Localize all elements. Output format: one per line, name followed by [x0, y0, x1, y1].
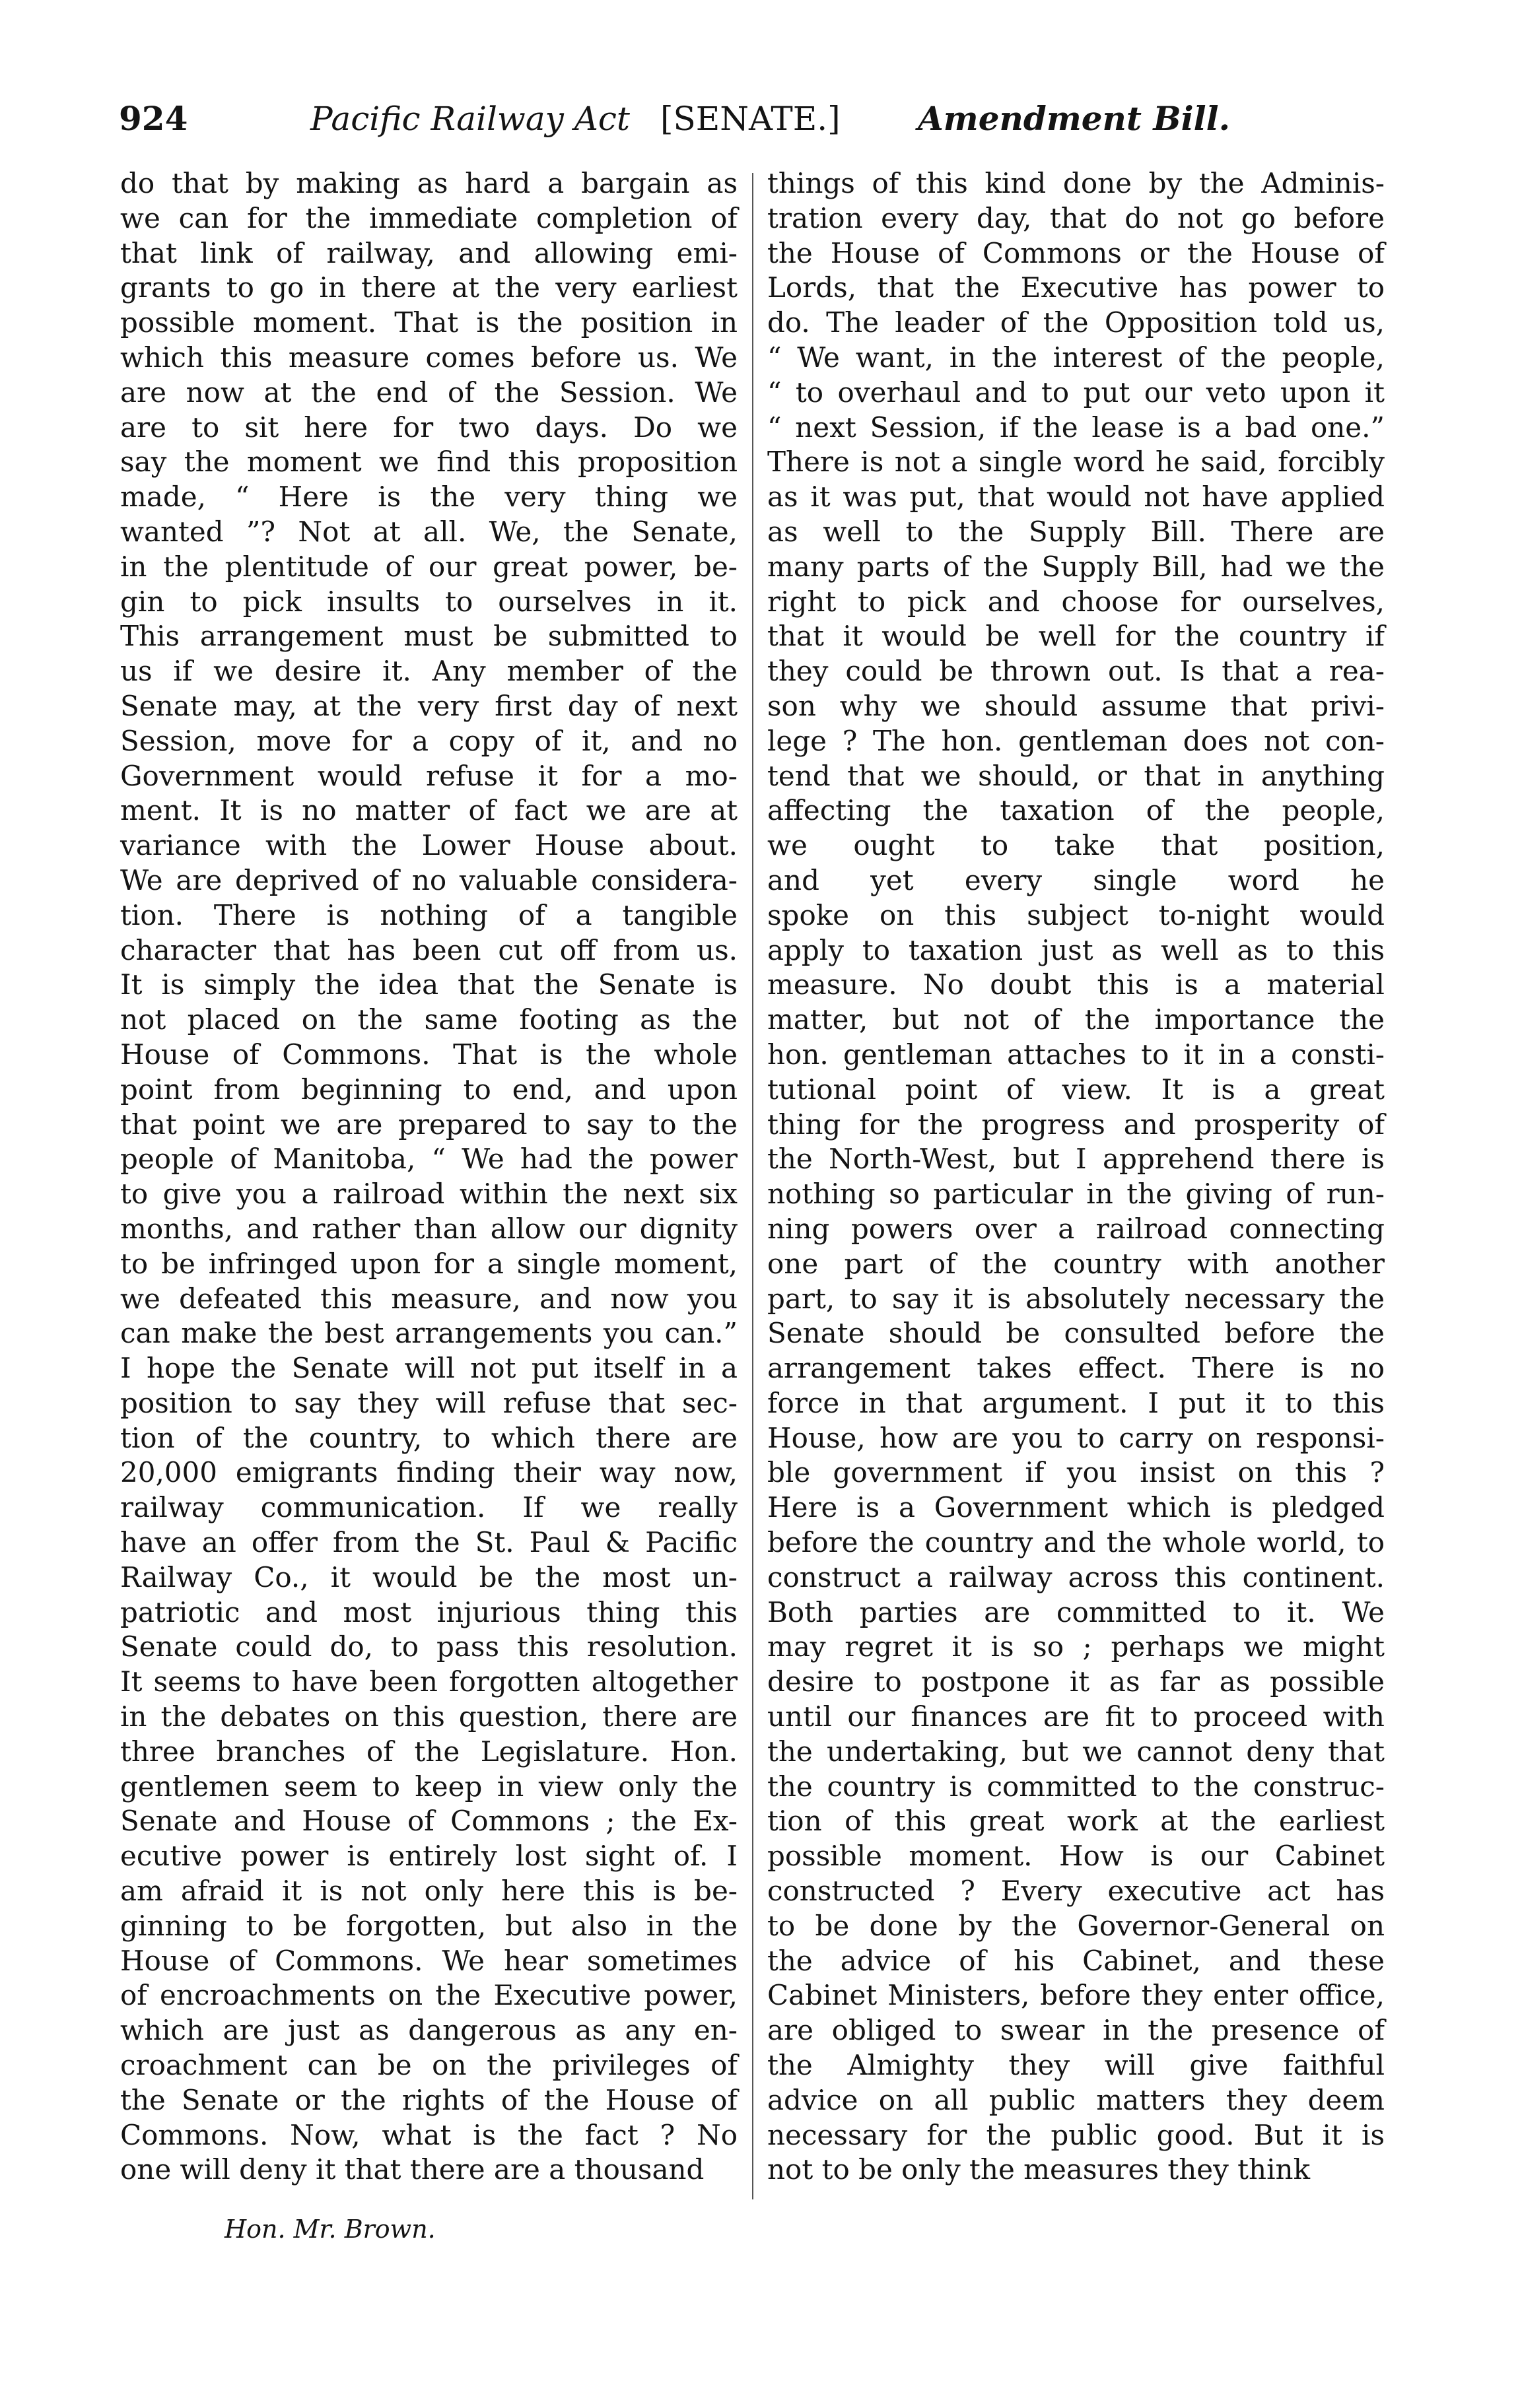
text-line: measure. No doubt this is a material: [767, 968, 1385, 1001]
text-line: are to sit here for two days. Do we: [120, 411, 738, 444]
text-line: the North-West, but I apprehend there is: [767, 1143, 1385, 1176]
text-line: Senate should be consulted before the: [767, 1317, 1385, 1350]
text-line: Senate could do, to pass this resolution.: [120, 1630, 738, 1663]
text-line: arrangement takes effect. There is no: [767, 1352, 1385, 1385]
text-line: patriotic and most injurious thing this: [120, 1595, 738, 1628]
text-line: that link of railway, and allowing emi-: [120, 236, 738, 269]
text-line: Lords, that the Executive has power to: [767, 271, 1385, 304]
text-line: 20,000 emigrants finding their way now,: [120, 1456, 738, 1489]
text-line: us if we desire it. Any member of the: [120, 655, 738, 688]
text-line: Government would refuse it for a mo-: [120, 759, 738, 792]
text-line: nothing so particular in the giving of run-: [767, 1178, 1385, 1211]
text-line: lege ? The hon. gentleman does not con-: [767, 724, 1385, 757]
text-line: son why we should assume that privi-: [767, 689, 1385, 722]
text-line: which are just as dangerous as any en-: [120, 2014, 738, 2047]
text-line: affecting the taxation of the people,: [767, 794, 1385, 827]
text-line: House of Commons. That is the whole: [120, 1038, 738, 1071]
text-line: tion of this great work at the earliest: [767, 1805, 1385, 1838]
text-line: one will deny it that there are a thousand: [120, 2153, 705, 2186]
text-line: construct a railway across this continent.: [767, 1560, 1385, 1593]
text-line: tration every day, that do not go before: [767, 201, 1385, 234]
text-line: one part of the country with another: [767, 1247, 1385, 1280]
text-line: I hope the Senate will not put itself in a: [120, 1352, 738, 1385]
text-line: in the debates on this question, there are: [120, 1700, 738, 1733]
text-line: croachment can be on the privileges of: [120, 2049, 738, 2082]
text-line: character that has been cut off from us.: [120, 933, 738, 966]
running-title: Pacific Railway Act: [310, 100, 630, 138]
text-line: of encroachments on the Executive power,: [120, 1979, 738, 2012]
text-line: made, “ Here is the very thing we: [120, 481, 738, 514]
text-line: matter, but not of the importance the: [767, 1003, 1385, 1036]
text-line: Senate and House of Commons ; the Ex-: [120, 1805, 738, 1838]
text-line: to be infringed upon for a single moment,: [120, 1247, 738, 1280]
text-line: not placed on the same footing as the: [120, 1003, 738, 1036]
text-line: ment. It is no matter of fact we are at: [120, 794, 738, 827]
left-column: [120, 166, 738, 2188]
text-line: right to pick and choose for ourselves,: [767, 585, 1385, 618]
text-line: the undertaking, but we cannot deny that: [767, 1735, 1385, 1768]
text-line: Both parties are committed to it. We: [767, 1595, 1385, 1628]
text-line: It seems to have been forgotten altogether: [120, 1665, 738, 1698]
text-line: “ next Session, if the lease is a bad one.”: [767, 411, 1385, 444]
text-line: part, to say it is absolutely necessary the: [767, 1282, 1385, 1315]
text-line: do that by making as hard a bargain as: [120, 167, 738, 199]
text-line: House of Commons. We hear sometimes: [120, 1944, 738, 1977]
text-line: tutional point of view. It is a great: [767, 1073, 1385, 1106]
text-line: can make the best arrangements you can.”: [120, 1317, 738, 1350]
text-line: that point we are prepared to say to the: [120, 1108, 738, 1141]
text-line: and yet every single word he: [767, 863, 1385, 896]
text-line: ginning to be forgotten, but also in the: [120, 1909, 738, 1942]
text-line: “ to overhaul and to put our veto upon it: [767, 376, 1385, 409]
text-line: apply to taxation just as well as to this: [767, 933, 1385, 966]
text-line: we can for the immediate completion of: [120, 201, 738, 234]
text-line: Session, move for a copy of it, and no: [120, 724, 738, 757]
text-line: many parts of the Supply Bill, had we the: [767, 550, 1385, 583]
text-line: constructed ? Every executive act has: [767, 1875, 1385, 1908]
text-line: may regret it is so ; perhaps we might: [767, 1630, 1385, 1663]
text-line: advice on all public matters they deem: [767, 2083, 1385, 2116]
text-line: tion of the country, to which there are: [120, 1421, 738, 1454]
text-line: grants to go in there at the very earliest: [120, 271, 738, 304]
text-line: tion. There is nothing of a tangible: [120, 898, 738, 931]
text-line: we ought to take that position,: [767, 829, 1385, 862]
text-line: until our finances are fit to proceed with: [767, 1700, 1385, 1733]
text-line: Commons. Now, what is the fact ? No: [120, 2118, 738, 2151]
text-line: to be done by the Governor-General on: [767, 1909, 1385, 1942]
text-line: that it would be well for the country if: [767, 620, 1385, 653]
text-line: in the plentitude of our great power, be-: [120, 550, 738, 583]
text-line: possible moment. That is the position in: [120, 306, 738, 339]
text-line: things of this kind done by the Adminis-: [767, 167, 1385, 199]
text-line: ble government if you insist on this ?: [767, 1456, 1385, 1489]
text-line: It is simply the idea that the Senate is: [120, 968, 738, 1001]
text-line: hon. gentleman attaches to it in a consti-: [767, 1038, 1385, 1071]
page-header: [119, 92, 1426, 145]
text-line: the country is committed to the construc-: [767, 1770, 1385, 1803]
text-line: spoke on this subject to-night would: [767, 898, 1385, 931]
text-line: as it was put, that would not have applied: [767, 481, 1385, 514]
text-line: wanted ”? Not at all. We, the Senate,: [120, 515, 738, 548]
text-line: do. The leader of the Opposition told us,: [767, 306, 1385, 339]
chamber-label: [SENATE.]: [660, 100, 841, 138]
text-line: gin to pick insults to ourselves in it.: [120, 585, 738, 618]
text-line: are obliged to swear in the presence of: [767, 2014, 1385, 2047]
text-line: not to be only the measures they think: [767, 2153, 1311, 2186]
text-line: to give you a railroad within the next six: [120, 1178, 738, 1211]
text-line: as well to the Supply Bill. There are: [767, 515, 1385, 548]
text-line: people of Manitoba, “ We had the power: [120, 1143, 738, 1176]
right-column: [767, 166, 1385, 2188]
text-line: thing for the progress and prosperity of: [767, 1108, 1385, 1141]
text-line: House, how are you to carry on responsi-: [767, 1421, 1385, 1454]
text-line: say the moment we find this proposition: [120, 446, 738, 479]
text-line: variance with the Lower House about.: [120, 829, 738, 862]
text-line: position to say they will refuse that sec-: [120, 1386, 738, 1419]
text-line: ecutive power is entirely lost sight of. I: [120, 1840, 738, 1873]
text-line: Railway Co., it would be the most un-: [120, 1560, 738, 1593]
text-line: There is not a single word he said, forcibly: [767, 446, 1385, 479]
column-divider: [752, 173, 753, 2199]
text-line: necessary for the public good. But it is: [767, 2118, 1385, 2151]
text-line: Cabinet Ministers, before they enter office,: [767, 1979, 1385, 2012]
text-line: the advice of his Cabinet, and these: [767, 1944, 1385, 1977]
text-line: before the country and the whole world, to: [767, 1526, 1385, 1559]
text-line: gentlemen seem to keep in view only the: [120, 1770, 738, 1803]
text-line: ning powers over a railroad connecting: [767, 1212, 1385, 1245]
text-line: am afraid it is not only here this is be-: [120, 1875, 738, 1908]
text-line: they could be thrown out. Is that a rea-: [767, 655, 1385, 688]
text-line: This arrangement must be submitted to: [120, 620, 738, 653]
text-line: desire to postpone it as far as possible: [767, 1665, 1385, 1698]
text-line: tend that we should, or that in anything: [767, 759, 1385, 792]
text-line: the Senate or the rights of the House of: [120, 2083, 738, 2116]
text-line: are now at the end of the Session. We: [120, 376, 738, 409]
text-line: point from beginning to end, and upon: [120, 1073, 738, 1106]
text-line: three branches of the Legislature. Hon.: [120, 1735, 738, 1768]
bill-title: Amendment Bill.: [918, 99, 1231, 138]
text-line: force in that argument. I put it to this: [767, 1386, 1385, 1419]
text-line: railway communication. If we really: [120, 1491, 738, 1524]
page-number: 924: [119, 99, 188, 138]
text-line: have an offer from the St. Paul & Pacific: [120, 1526, 738, 1559]
text-line: we defeated this measure, and now you: [120, 1282, 738, 1315]
text-line: possible moment. How is our Cabinet: [767, 1840, 1385, 1873]
text-line: the House of Commons or the House of: [767, 236, 1385, 269]
speaker-footer: Hon. Mr. Brown.: [225, 2215, 436, 2244]
text-line: We are deprived of no valuable considera-: [120, 863, 738, 896]
text-line: which this measure comes before us. We: [120, 341, 738, 374]
text-line: the Almighty they will give faithful: [767, 2049, 1385, 2082]
text-line: “ We want, in the interest of the people,: [767, 341, 1385, 374]
text-line: Senate may, at the very first day of next: [120, 689, 738, 722]
text-line: Here is a Government which is pledged: [767, 1491, 1385, 1524]
text-line: months, and rather than allow our dignity: [120, 1212, 738, 1245]
